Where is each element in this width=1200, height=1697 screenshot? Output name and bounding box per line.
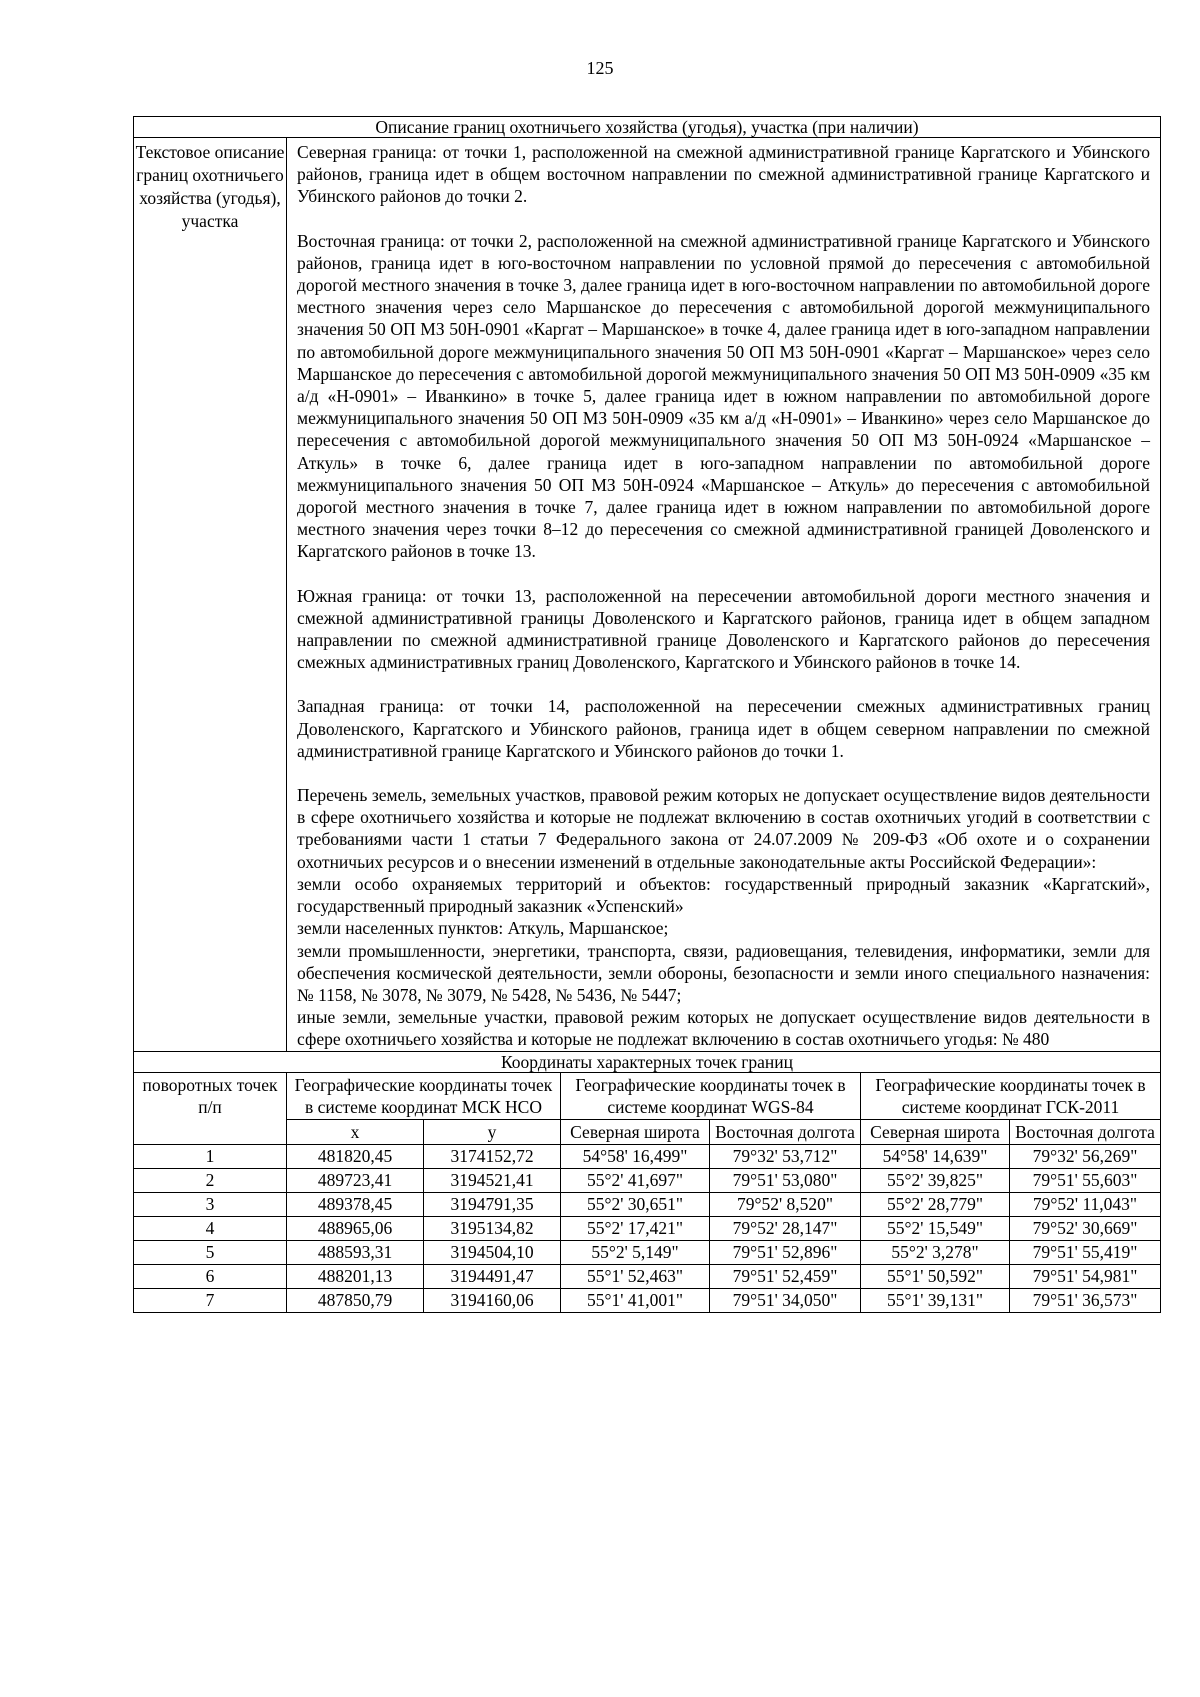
gsk-north-cell: 54°58' 14,639" [861,1144,1010,1168]
coords-title-row [134,1051,1161,1072]
wgs-north-cell: 55°2' 30,651" [561,1192,710,1216]
gsk-north-cell: 55°2' 3,278" [861,1240,1010,1264]
boundaries-label: Текстовое описание границ охотничьего хозяйства (угодья), участка [134,138,287,1052]
wgs-east-subheader: Восточная долгота [710,1119,861,1144]
msk-column-header: Географические координаты точек в системе координат МСК НСО [287,1072,561,1119]
gsk-north-cell: 55°2' 39,825" [861,1168,1010,1192]
msk-y-cell: 3195134,82 [424,1216,561,1240]
gsk-east-cell: 79°51' 55,603" [1010,1168,1161,1192]
x-subheader: x [287,1119,424,1144]
wgs-column-header: Географические координаты точек в системе координат WGS-84 [561,1072,861,1119]
wgs-north-cell: 55°1' 52,463" [561,1264,710,1288]
wgs-north-cell: 55°2' 17,421" [561,1216,710,1240]
msk-x-cell: 481820,45 [287,1144,424,1168]
gsk-north-cell: 55°2' 28,779" [861,1192,1010,1216]
gsk-north-cell: 55°1' 50,592" [861,1264,1010,1288]
msk-y-cell: 3194160,06 [424,1288,561,1312]
north-boundary-text: Северная граница: от точки 1, расположенной на смежной административной границе Каргатского и Убинского районов, граница идет в общем восточном направлении по смежной административной границе Каргатского и Убинского районов до точки 2. [297,142,1151,207]
wgs-north-cell: 55°1' 41,001" [561,1288,710,1312]
msk-x-cell: 488965,06 [287,1216,424,1240]
exclusion-other-text: иные земли, земельные участки, правовой режим которых не допускает осуществление видов деятельности в сфере охотничьего хозяйства и которые не подлежат включению в состав охотничьего угодья: № 480 [297,1007,1151,1050]
table-row [134,1216,1161,1240]
wgs-north-cell: 54°58' 16,499" [561,1144,710,1168]
wgs-east-cell: 79°52' 28,147" [710,1216,861,1240]
point-number-cell: 3 [134,1192,287,1216]
coords-subheader-row [134,1119,1161,1144]
wgs-east-cell: 79°51' 52,459" [710,1264,861,1288]
exclusion-industry-text: земли промышленности, энергетики, транспорта, связи, радиовещания, телевидения, информатики, земли для обеспечения космической деятельности, земли обороны, безопасности и земли иного специального назначения: № 1158, № 3078, № 3079, № 5428, № 5436, № 5447; [297,940,1151,1005]
boundaries-description [287,138,1161,1052]
wgs-north-cell: 55°2' 41,697" [561,1168,710,1192]
gsk-east-subheader: Восточная долгота [1010,1119,1161,1144]
wgs-east-cell: 79°51' 52,896" [710,1240,861,1264]
gsk-north-subheader: Северная широта [861,1119,1010,1144]
boundaries-title: Описание границ охотничьего хозяйства (угодья), участка (при наличии) [134,117,1161,138]
point-column-header: поворотных точек п/п [134,1072,287,1144]
gsk-column-header: Географические координаты точек в системе координат ГСК-2011 [861,1072,1161,1119]
msk-y-cell: 3194491,47 [424,1264,561,1288]
gsk-east-cell: 79°51' 54,981" [1010,1264,1161,1288]
boundary-table [133,116,1161,1313]
exclusions-intro-text: Перечень земель, земельных участков, правовой режим которых не допускает осуществление видов деятельности в сфере охотничьего хозяйства и которые не подлежат включению в состав охотничьих угодий в соответствии с требованиями части 1 статьи 7 Федерального закона от 24.07.2009 № 209-ФЗ «Об охоте и о сохранении охотничьих ресурсов и о внесении изменений в отдельные законодательные акты Российской Федерации»: [297,785,1151,872]
gsk-north-cell: 55°2' 15,549" [861,1216,1010,1240]
msk-y-cell: 3194791,35 [424,1192,561,1216]
gsk-east-cell: 79°52' 30,669" [1010,1216,1161,1240]
y-subheader: y [424,1119,561,1144]
east-boundary-text: Восточная граница: от точки 2, расположенной на смежной административной границе Каргатского и Убинского районов, граница идет в юго-восточном направлении по условной прямой до пересечения с автомобильной дорогой местного значения в точке 3, далее граница идет в юго-восточном направлении по автомобильной дороге местного значения через село Маршанское до пересечения с автомобильной дорогой межмуниципального значения 50 ОП МЗ 50Н-0901 «Каргат – Маршанское» в точке 4, далее граница идет в юго-западном направлении по автомобильной дороге межмуниципального значения 50 ОП МЗ 50Н-0901 «Каргат – Маршанское» через село Маршанское до пересечения с автомобильной дорогой межмуниципального значения 50 ОП МЗ 50Н-0909 «35 км а/д «Н-0901» – Иванкино» в точке 5, далее граница идет в южном направлении по автомобильной дороге межмуниципального значения 50 ОП МЗ 50Н-0909 «35 км а/д «Н-0901» – Иванкино» через село Маршанское до пересечения с автомобильной дорогой межмуниципального значения 50 ОП МЗ 50Н-0924 «Маршанское – Аткуль» в точке 6, далее граница идет в юго-западном направлении по автомобильной дороге межмуниципального значения 50 ОП МЗ 50Н-0924 «Маршанское – Аткуль» до пересечения с автомобильной дорогой местного значения в точке 7, далее граница идет в южном направлении по автомобильной дороге местного значения через точки 8–12 до пересечения со смежной административной границей Доволенского и Каргатского районов в точке 13. [297,230,1151,562]
msk-y-cell: 3174152,72 [424,1144,561,1168]
boundaries-title-row [134,117,1161,138]
boundaries-text-row [134,138,1161,1052]
msk-y-cell: 3194521,41 [424,1168,561,1192]
wgs-north-cell: 55°2' 5,149" [561,1240,710,1264]
msk-x-cell: 489378,45 [287,1192,424,1216]
exclusion-settlements-text: земли населенных пунктов: Аткуль, Маршанское; [297,918,669,939]
south-boundary-text: Южная граница: от точки 13, расположенной на пересечении автомобильной дороги местного значения и смежной административной границы Доволенского и Каргатского районов, граница идет в общем западном направлении по смежной административной границе Доволенского и Каргатского районов до пересечения смежных административных границ Доволенского, Каргатского и Убинского районов в точке 14. [297,585,1151,673]
gsk-east-cell: 79°52' 11,043" [1010,1192,1161,1216]
msk-x-cell: 488201,13 [287,1264,424,1288]
point-number-cell: 7 [134,1288,287,1312]
table-row [134,1240,1161,1264]
table-row [134,1192,1161,1216]
msk-x-cell: 488593,31 [287,1240,424,1264]
wgs-east-cell: 79°51' 34,050" [710,1288,861,1312]
coords-body [134,1144,1161,1312]
coords-title: Координаты характерных точек границ [134,1051,1161,1072]
msk-y-cell: 3194504,10 [424,1240,561,1264]
gsk-east-cell: 79°51' 36,573" [1010,1288,1161,1312]
msk-x-cell: 487850,79 [287,1288,424,1312]
msk-x-cell: 489723,41 [287,1168,424,1192]
coords-header-row [134,1072,1161,1119]
gsk-east-cell: 79°51' 55,419" [1010,1240,1161,1264]
table-row [134,1144,1161,1168]
table-row [134,1288,1161,1312]
wgs-east-cell: 79°52' 8,520" [710,1192,861,1216]
point-number-cell: 1 [134,1144,287,1168]
page-number: 125 [586,58,614,78]
point-number-cell: 2 [134,1168,287,1192]
gsk-north-cell: 55°1' 39,131" [861,1288,1010,1312]
point-number-cell: 6 [134,1264,287,1288]
exclusion-protected-text: земли особо охраняемых территорий и объектов: государственный природный заказник «Каргатский», государственный природный заказник «Успенский» [297,873,1151,917]
table-row [134,1264,1161,1288]
point-number-cell: 5 [134,1240,287,1264]
table-row [134,1168,1161,1192]
point-number-cell: 4 [134,1216,287,1240]
gsk-east-cell: 79°32' 56,269" [1010,1144,1161,1168]
wgs-north-subheader: Северная широта [561,1119,710,1144]
wgs-east-cell: 79°32' 53,712" [710,1144,861,1168]
west-boundary-text: Западная граница: от точки 14, расположенной на пересечении смежных административных границ Доволенского, Каргатского и Убинского районов, граница идет в общем северном направлении по смежной административной границе Каргатского и Убинского районов до точки 1. [297,696,1151,761]
wgs-east-cell: 79°51' 53,080" [710,1168,861,1192]
